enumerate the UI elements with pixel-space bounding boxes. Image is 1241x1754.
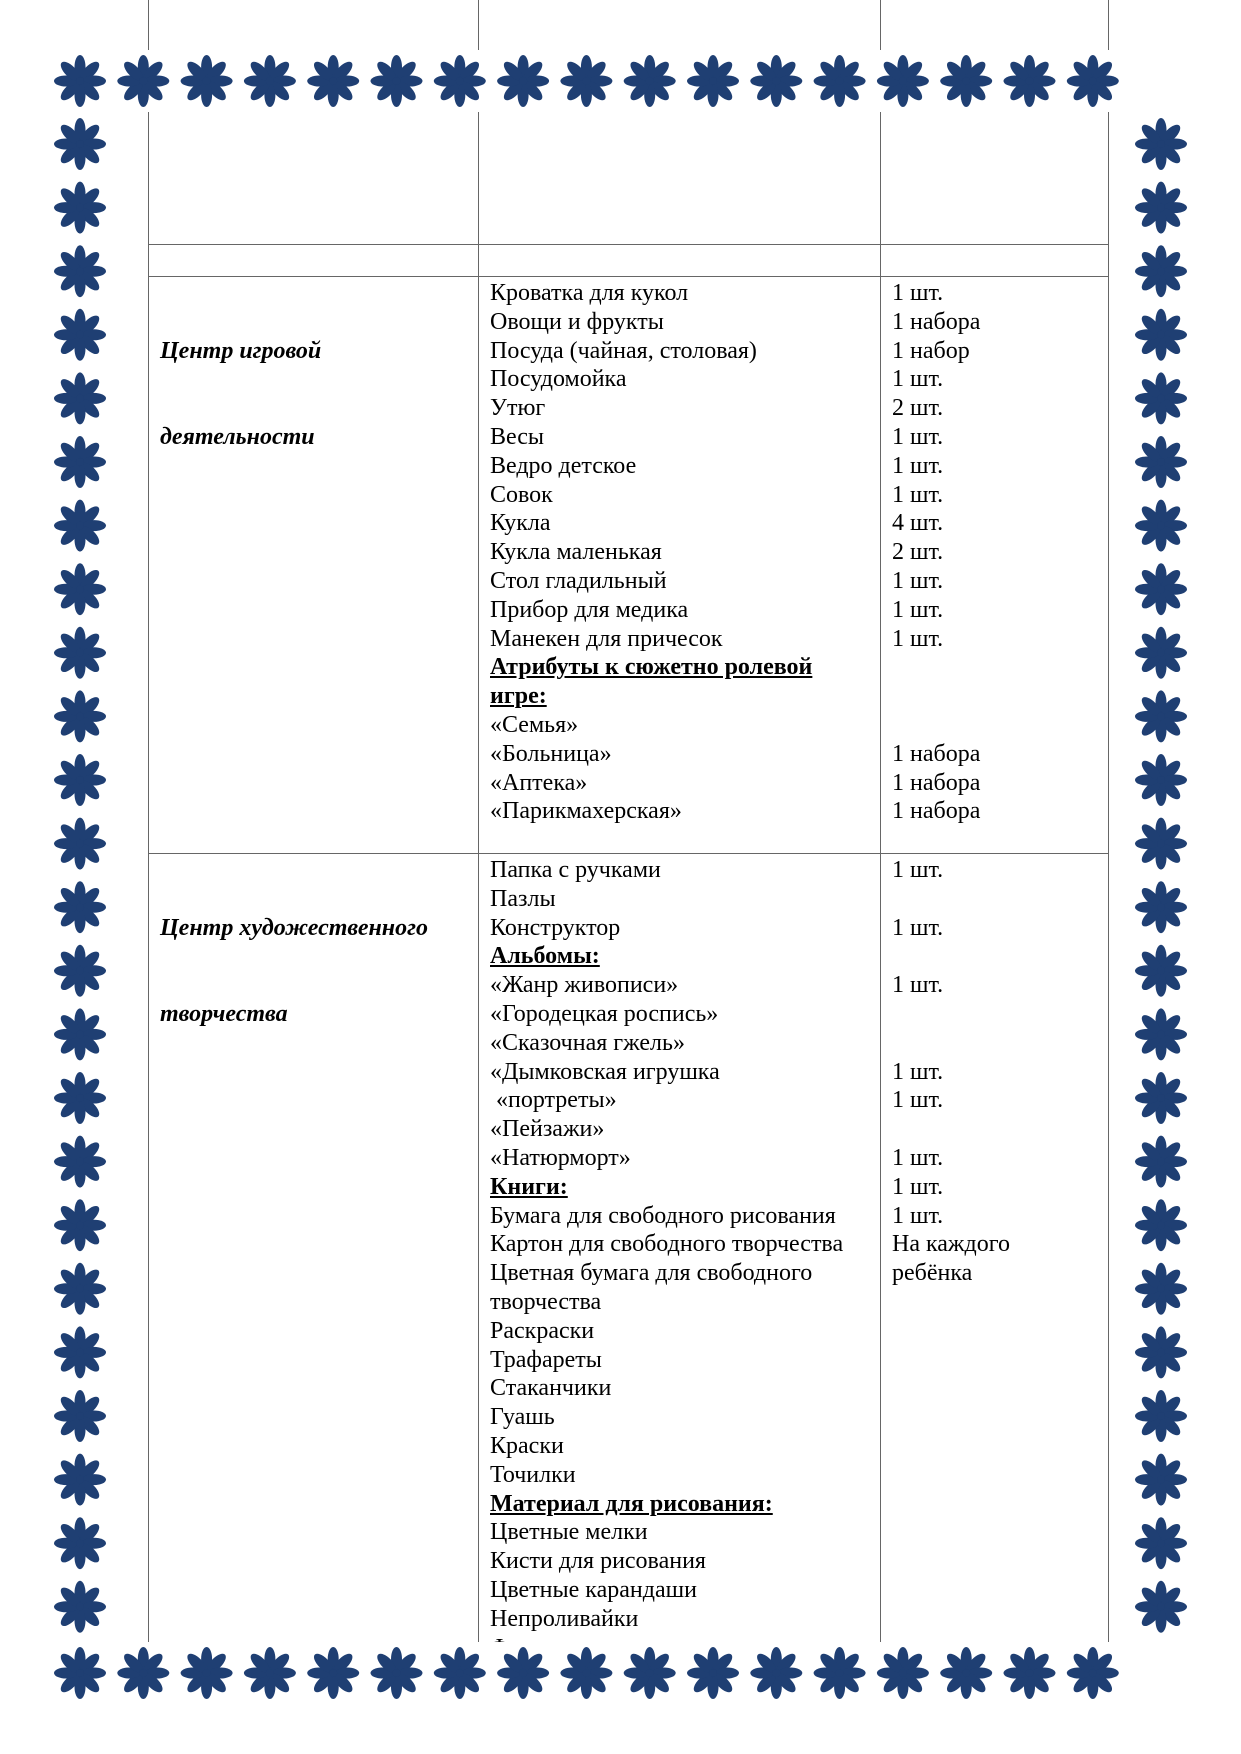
snowflake-flower-icon [434,1647,486,1699]
item-name: Кисти для рисования [490,1548,706,1575]
item-quantity: 1 шт. [892,625,944,652]
snowflake-flower-icon [1135,754,1187,806]
item-name: «Пейзажи» [490,1116,605,1143]
snowflake-flower-icon [560,1647,612,1699]
snowflake-flower-icon [54,881,106,933]
item-name: творчества [490,1288,602,1315]
snowflake-flower-icon [54,500,106,552]
item-name: Овощи и фрукты [490,308,664,335]
snowflake-flower-icon [54,1647,106,1699]
snowflake-flower-icon [1135,1581,1187,1633]
snowflake-flower-icon [54,563,106,615]
item-quantity: 1 шт. [892,1087,944,1114]
snowflake-flower-icon [1135,1008,1187,1060]
snowflake-flower-icon [54,118,106,170]
item-name: Стол гладильный [490,567,667,594]
snowflake-flower-icon [497,1647,549,1699]
snowflake-flower-icon [54,182,106,234]
item-quantity: 1 шт. [892,423,944,450]
item-name: Посуда (чайная, столовая) [490,337,757,364]
item-name: Альбомы: [490,943,600,970]
item-name: Точилки [490,1461,576,1488]
item-name: Атрибуты к сюжетно ролевой [490,654,813,681]
snowflake-flower-icon [1135,1136,1187,1188]
item-name: Ведро детское [490,452,637,479]
item-name: «Семья» [490,711,579,738]
item-name: «Аптека» [490,769,588,796]
snowflake-flower-icon [244,1647,296,1699]
item-name: Непроливайки [490,1605,639,1632]
item-name: «Больница» [490,740,612,767]
item-name: «Дымковская игрушка [490,1058,720,1085]
snowflake-flower-icon [54,1072,106,1124]
snowflake-flower-icon [54,1454,106,1506]
item-quantity: 1 шт. [892,280,944,306]
snowflake-flower-icon [1135,1390,1187,1442]
item-quantity: 1 шт. [892,452,944,479]
item-name: Бумага для свободного рисования [490,1202,836,1229]
snowflake-flower-icon [1135,1263,1187,1315]
snowflake-flower-icon [54,690,106,742]
snowflake-flower-icon [54,1581,106,1633]
snowflake-flower-icon [434,55,486,107]
item-name: «Парикмахерская» [490,798,682,825]
snowflake-flower-icon [750,55,802,107]
item-name: Манекен для причесок [490,625,723,652]
item-name: «Сказочная гжель» [490,1029,685,1056]
item-name: «Натюрморт» [490,1144,631,1171]
snowflake-flower-icon [54,1263,106,1315]
snowflake-flower-icon [1135,690,1187,742]
snowflake-flower-icon [54,55,106,107]
snowflake-flower-icon [1135,627,1187,679]
item-name: Весы [490,423,545,450]
item-quantity: 1 шт. [892,857,944,883]
snowflake-flower-icon [814,1647,866,1699]
snowflake-flower-icon [54,945,106,997]
item-name: Краски [490,1432,564,1459]
item-quantity: На каждого [892,1231,1010,1258]
snowflake-flower-icon [54,627,106,679]
item-name: Пазлы [490,885,556,912]
snowflake-flower-icon [181,55,233,107]
item-name: Раскраски [490,1317,595,1344]
item-name: «портреты» [490,1087,617,1114]
snowflake-flower-icon [1135,945,1187,997]
item-quantity: 1 шт. [892,1173,944,1200]
item-quantity: 1 набора [892,740,981,767]
item-name: Кукла [490,510,551,537]
snowflake-flower-icon [624,1647,676,1699]
snowflake-flower-icon [814,55,866,107]
item-name: Кукла маленькая [490,539,662,566]
item-name: игре: [490,683,547,710]
snowflake-flower-icon [1067,1647,1119,1699]
item-name: Цветная бумага для свободного [490,1260,813,1287]
snowflake-flower-icon [1135,1326,1187,1378]
snowflake-flower-icon [54,1390,106,1442]
snowflake-flower-icon [181,1647,233,1699]
category-label-line: Центр художественного [160,914,428,941]
snowflake-flower-icon [1135,500,1187,552]
snowflake-flower-icon [244,55,296,107]
category-label-line: Центр игровой [160,337,322,364]
item-name: Конструктор [490,914,621,941]
item-quantity: 2 шт. [892,395,944,422]
item-quantity: 1 набора [892,308,981,335]
snowflake-flower-icon [1135,436,1187,488]
snowflake-flower-icon [687,55,739,107]
snowflake-flower-icon [307,55,359,107]
snowflake-flower-icon [497,55,549,107]
item-name: «Городецкая роспись» [490,1000,719,1027]
snowflake-flower-icon [54,1199,106,1251]
snowflake-flower-icon [940,1647,992,1699]
item-name: Гуашь [490,1404,555,1431]
snowflake-flower-icon [54,372,106,424]
category-label-line: творчества [160,1000,288,1027]
item-name: Стаканчики [490,1375,612,1402]
item-quantity: 4 шт. [892,510,944,537]
snowflake-flower-icon [1067,55,1119,107]
snowflake-flower-icon [1135,1199,1187,1251]
item-name: Цветные карандаши [490,1576,697,1603]
snowflake-flower-icon [877,55,929,107]
item-quantity: 1 шт. [892,1144,944,1171]
snowflake-flower-icon [750,1647,802,1699]
snowflake-flower-icon [1004,55,1056,107]
item-name: «Жанр живописи» [490,972,679,999]
snowflake-flower-icon [1135,1072,1187,1124]
snowflake-flower-icon [560,55,612,107]
snowflake-flower-icon [1135,1454,1187,1506]
snowflake-flower-icon [1135,118,1187,170]
snowflake-flower-icon [1135,372,1187,424]
snowflake-flower-icon [877,1647,929,1699]
snowflake-flower-icon [371,55,423,107]
item-name: Трафареты [490,1346,602,1373]
snowflake-flower-icon [940,55,992,107]
item-quantity: 2 шт. [892,539,944,566]
item-name: Кроватка для кукол [490,280,689,306]
snowflake-flower-icon [54,436,106,488]
item-quantity: 1 шт. [892,596,944,623]
item-name: Материал для рисования: [490,1490,773,1517]
item-quantity: 1 набор [892,337,970,364]
item-quantity: 1 шт. [892,567,944,594]
snowflake-flower-icon [54,245,106,297]
item-quantity: 1 шт. [892,481,944,508]
snowflake-flower-icon [1135,309,1187,361]
snowflake-flower-icon [1135,182,1187,234]
category-label-line: деятельности [160,423,315,450]
snowflake-flower-icon [117,1647,169,1699]
item-quantity: 1 набора [892,769,981,796]
snowflake-flower-icon [1135,1517,1187,1569]
item-quantity: 1 шт. [892,366,944,393]
snowflake-flower-icon [687,1647,739,1699]
snowflake-flower-icon [1135,818,1187,870]
item-quantity: 1 шт. [892,914,944,941]
item-name: Картон для свободного творчества [490,1231,844,1258]
item-name: Цветные мелки [490,1519,648,1546]
snowflake-flower-icon [54,818,106,870]
item-quantity: 1 шт. [892,1202,944,1229]
snowflake-flower-icon [307,1647,359,1699]
item-name: Утюг [490,395,546,422]
item-quantity: 1 шт. [892,1058,944,1085]
item-quantity: ребёнка [892,1260,973,1287]
item-name: Прибор для медика [490,596,689,623]
item-quantity: 1 набора [892,798,981,825]
snowflake-flower-icon [1135,563,1187,615]
snowflake-flower-icon [54,1326,106,1378]
snowflake-flower-icon [54,309,106,361]
item-name: Посудомойка [490,366,627,393]
snowflake-flower-icon [54,1517,106,1569]
snowflake-flower-icon [624,55,676,107]
snowflake-flower-icon [1004,1647,1056,1699]
snowflake-flower-icon [117,55,169,107]
snowflake-flower-icon [1135,245,1187,297]
snowflake-flower-icon [54,1008,106,1060]
item-name: Папка с ручками [490,857,661,883]
item-quantity: 1 шт. [892,972,944,999]
item-name: Совок [490,481,553,508]
snowflake-flower-icon [1135,881,1187,933]
snowflake-flower-icon [371,1647,423,1699]
snowflake-flower-icon [54,754,106,806]
item-name: Книги: [490,1173,568,1200]
snowflake-flower-icon [54,1136,106,1188]
